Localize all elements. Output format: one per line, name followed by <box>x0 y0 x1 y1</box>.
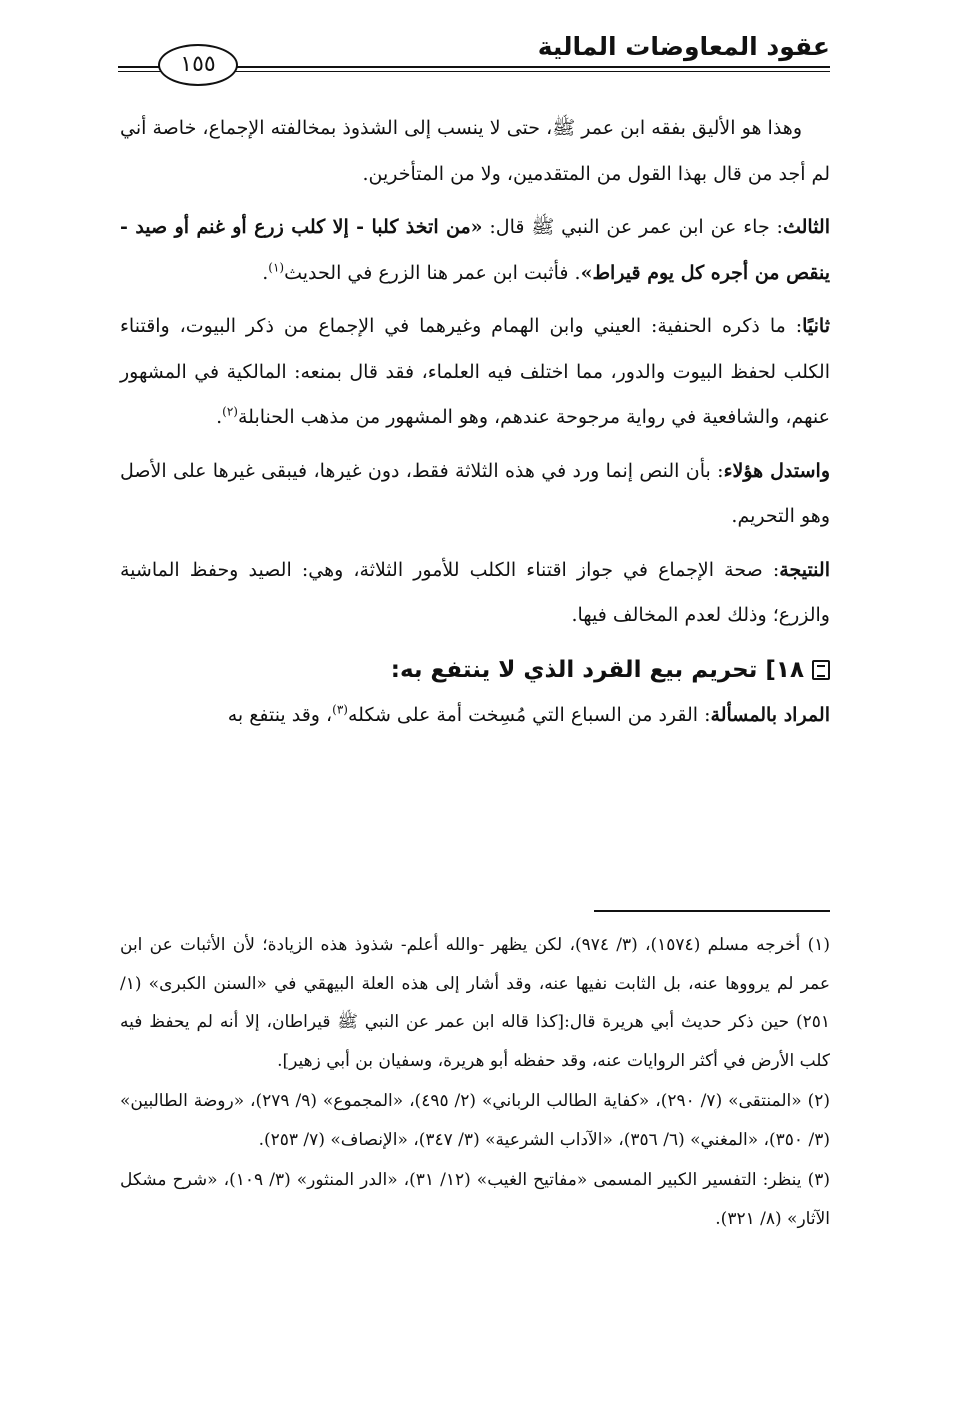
paragraph-3 <box>120 304 830 441</box>
paragraph-5-text: : صحة الإجماع في جواز اقتناء الكلب للأمور الثلاثة، وهي: الصيد وحفظ الماشية والزرع؛ وذلك لعدم المخالف فيها. <box>120 558 830 626</box>
page-number: ١٥٥ <box>158 44 238 86</box>
paragraph-5-lead: النتيجة <box>779 558 830 581</box>
main-text <box>120 106 830 746</box>
paragraph-3-end: . <box>216 406 223 428</box>
footnote-ref-2[interactable]: (٢) <box>222 404 238 419</box>
paragraph-4-text: : بأن النص إنما ورد في هذه الثلاثة فقط، دون غيرها، فيبقى غيرها على الأصل وهو التحريم. <box>120 459 830 527</box>
hadith-quote: «من اتخذ كلبا - إلا كلب زرع أو غنم أو صيد - ينقص من أجره كل يوم قيراط» <box>120 216 830 284</box>
document-icon <box>812 660 830 680</box>
footnote-2: (٢) «المنتقى» (٧/ ٢٩٠)، «كفاية الطالب الرباني» (٢/ ٤٩٥)، «المجموع» (٩/ ٢٧٩)، «روضة الطالبين» (٣/ ٣٥٠)، «المغني» (٦/ ٣٥٦)، «الآداب الشرعية» (٣/ ٣٤٧)، «الإنصاف» (٧/ ٢٥٣). <box>120 1091 831 1150</box>
paragraph-6-lead: المراد بالمسألة <box>710 703 830 726</box>
footnote-separator <box>594 910 830 912</box>
paragraph-2-text-b: . فأثبت ابن عمر هنا الزرع في الحديث <box>284 261 581 284</box>
footnote-ref-1[interactable]: (١) <box>268 260 285 275</box>
paragraph-6-text: : القرد من السباع التي مُسِخت أمة على شكله <box>347 703 711 726</box>
running-title: عقود المعاوضات المالية <box>537 32 830 61</box>
footnotes <box>120 926 830 1240</box>
paragraph-3-lead: ثانيًا <box>802 315 830 337</box>
footnote-3: (٣) ينظر: التفسير الكبير المسمى «مفاتيح الغيب» (١٢/ ٣١)، «الدر المنثور» (٣/ ١٠٩)، «شرح مشكل الآثار» (٨/ ٣٢١). <box>120 1170 830 1229</box>
paragraph-2 <box>120 205 830 296</box>
paragraph-6-end: ، وقد ينتفع به <box>227 703 333 726</box>
paragraph-2-lead: الثالث <box>782 216 830 238</box>
paragraph-4-lead: واستدل هؤلاء <box>723 459 830 482</box>
paragraph-4 <box>120 449 830 540</box>
paragraph-2-end: . <box>262 261 269 284</box>
paragraph-3-text: : ما ذكره الحنفية: العيني وابن الهمام وغيرهما في الإجماع من ذكر البيوت، واقتناء الكلب لحفظ البيوت والدور، مما اختلف فيه العلماء، فقد قال بمنعه: المالكية في المشهور عنهم، والشافعية في رواية مرجوحة عندهم، وهو المشهور من مذهب الحنابلة <box>120 315 830 428</box>
paragraph-2-text-a: : جاء عن ابن عمر عن النبي ﷺ قال: <box>482 216 783 238</box>
paragraph-5 <box>120 548 830 639</box>
section-heading <box>120 647 830 693</box>
paragraph-1: وهذا هو الأليق بفقه ابن عمر ﷺ، حتى لا ينسب إلى الشذوذ بمخالفته الإجماع، خاصة أني لم أجد من قال بهذا القول من المتقدمين، ولا من المتأخرين. <box>120 117 830 185</box>
section-heading-text: ١٨] تحريم بيع القرد الذي لا ينتفع به: <box>390 656 804 683</box>
footnote-1: (١) أخرجه مسلم (١٥٧٤)، (٣/ ٩٧٤)، لكن يظهر -والله أعلم- شذوذ هذه الزيادة؛ لأن الأثبات عن ابن عمر لم يرووها عنه، بل الثابت نفيها عنه، وقد أشار إلى هذه العلة البيهقي في «السنن الكبرى» (١/ ٢٥١) حين ذكر حديث أبي هريرة قال:[كذا قاله ابن عمر عن النبي ﷺ قيراطان، إلا أنه لم يحفظ فيه كلب الأرض في أكثر الروايات عنه، وقد حفظه أبو هريرة، وسفيان بن أبي زهير]. <box>120 935 830 1071</box>
paragraph-6 <box>120 693 830 739</box>
footnote-ref-3[interactable]: (٣) <box>332 702 348 717</box>
